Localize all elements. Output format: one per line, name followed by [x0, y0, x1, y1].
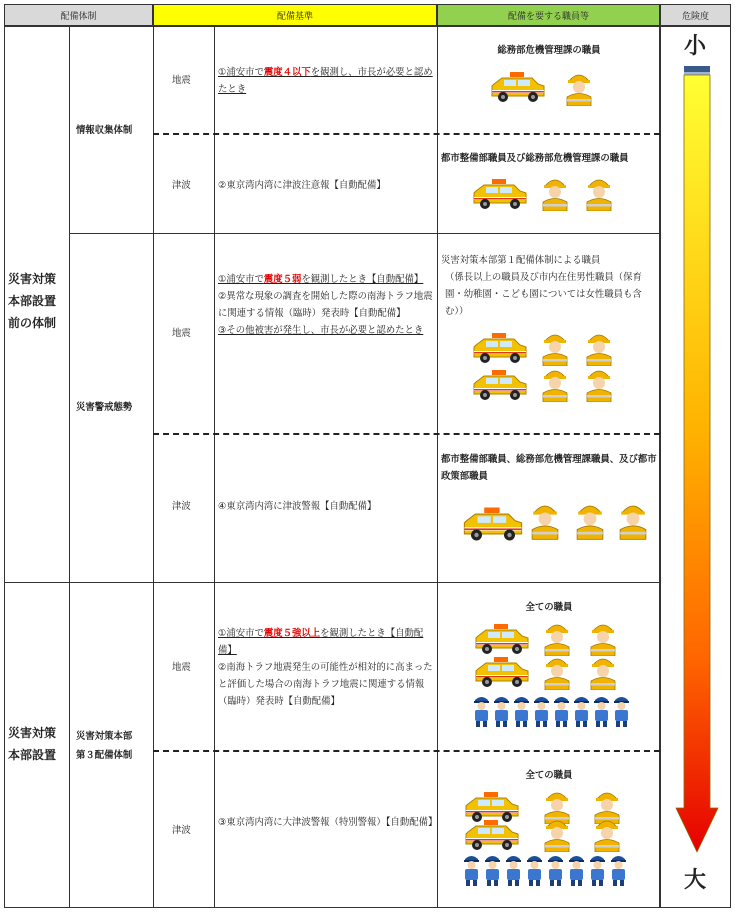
worker-icon: [541, 366, 569, 402]
patrol-car-icon: [472, 655, 532, 689]
police-officer-icon: [592, 694, 611, 727]
type-quake-label: 地震: [172, 75, 191, 86]
criteria-r4: ④東京湾内湾に津波警報【自動配備】: [218, 501, 377, 512]
police-officer-icon: [504, 853, 523, 886]
divider: [4, 582, 660, 583]
worker-icon: [589, 654, 617, 690]
header-col-danger: 危険度: [660, 4, 731, 26]
criteria-r5-1: ①浦安市で震度５強以上を観測したとき【自動配備】: [218, 628, 424, 656]
police-officer-icon: [532, 694, 551, 727]
type-quake-label: 地震: [172, 662, 191, 673]
police-officer-icon: [512, 694, 531, 727]
group-post-label: 災害対策 本部設置: [8, 726, 57, 762]
police-officer-icon: [472, 694, 491, 727]
worker-icon: [585, 175, 613, 211]
patrol-car-icon: [488, 70, 548, 104]
header-col-system: 配備体制: [4, 4, 153, 26]
system-third-label: 災害対策本部 第３配備体制: [76, 731, 133, 761]
patrol-car-icon: [470, 331, 530, 365]
dashed-divider: [153, 433, 660, 435]
patrol-car-icon: [462, 818, 522, 852]
criteria-r5-2: ②南海トラフ地震発生の可能性が相対的に高まったと評価した場合の南海トラフ地震に関連する情報（臨時）発表時【自動配備】: [218, 662, 433, 707]
patrol-car-icon: [470, 177, 530, 211]
worker-icon: [541, 330, 569, 366]
police-officer-icon: [609, 853, 628, 886]
worker-icon: [585, 330, 613, 366]
staff-r4: 都市整備部職員、総務部危機管理課職員、及び都市政策部職員: [441, 454, 657, 482]
staff-r1: 総務部危機管理課の職員: [497, 45, 601, 56]
patrol-car-icon: [460, 505, 526, 543]
criteria-r2: ②東京湾内湾に津波注意報【自動配備】: [218, 180, 386, 191]
police-officer-icon: [572, 694, 591, 727]
worker-icon: [543, 654, 571, 690]
type-quake-label: 地震: [172, 328, 191, 339]
danger-low-label: 小: [684, 34, 707, 59]
worker-icon: [565, 70, 593, 106]
header-col-staff: 配備を要する職員等: [437, 4, 660, 26]
divider: [153, 26, 154, 908]
patrol-car-icon: [470, 368, 530, 402]
police-officer-icon: [552, 694, 571, 727]
police-officer-icon: [525, 853, 544, 886]
type-tsunami-label: 津波: [172, 501, 191, 512]
type-tsunami-label: 津波: [172, 180, 191, 191]
header-col-criteria: 配備基準: [153, 4, 437, 26]
system-info-label: 情報収集体制: [76, 125, 133, 136]
criteria-r3-3: ③その他被害が発生し、市長が必要と認めたとき: [218, 325, 424, 336]
police-officer-icon: [492, 694, 511, 727]
danger-gradient-arrow: [675, 66, 719, 856]
worker-icon: [575, 500, 605, 540]
divider: [214, 26, 215, 908]
worker-icon: [530, 500, 560, 540]
staff-r3: [441, 252, 658, 320]
criteria-r3-1: ①浦安市で震度５弱を観測したとき【自動配備】: [218, 274, 424, 285]
police-officer-icon: [546, 853, 565, 886]
worker-icon: [593, 816, 621, 852]
police-officer-icon: [462, 853, 481, 886]
criteria-r3-2: ②異常な現象の調査を開始した際の南海トラフ地震に関連する情報（臨時）発表時【自動配備】: [218, 291, 433, 319]
criteria-r3: [218, 271, 436, 339]
danger-high-label: 大: [684, 868, 707, 893]
criteria-r6: ③東京湾内湾に大津波警報（特別警報）【自動配備】: [218, 817, 438, 828]
staff-r2: 都市整備部職員及び総務部危機管理課の職員: [441, 153, 629, 164]
worker-icon: [543, 620, 571, 656]
police-officer-icon: [588, 853, 607, 886]
divider: [69, 233, 660, 234]
worker-icon: [541, 175, 569, 211]
system-alert-label: 災害警戒態勢: [76, 402, 133, 413]
police-officer-icon: [483, 853, 502, 886]
worker-icon: [585, 366, 613, 402]
divider: [69, 26, 70, 908]
group-pre-label: 災害対策 本部設置 前の体制: [8, 272, 57, 330]
criteria-r5: [218, 625, 436, 710]
dashed-divider: [153, 750, 660, 752]
worker-icon: [618, 500, 648, 540]
staff-r3-note: （係長以上の職員及び市内在住男性職員（保育園・幼稚園・こども園については女性職員も含む））: [445, 272, 642, 317]
police-officer-icon: [612, 694, 631, 727]
patrol-car-icon: [472, 622, 532, 656]
worker-icon: [543, 816, 571, 852]
staff-r6: 全ての職員: [525, 770, 573, 781]
worker-icon: [589, 620, 617, 656]
police-officer-icon: [567, 853, 586, 886]
dashed-divider: [153, 133, 660, 135]
criteria-r1: ①浦安市で震度４以下を観測し、市長が必要と認めたとき: [218, 67, 433, 95]
type-tsunami-label: 津波: [172, 825, 191, 836]
staff-r3-title: 災害対策本部第１配備体制による職員: [441, 255, 601, 266]
staff-r5: 全ての職員: [525, 602, 573, 613]
